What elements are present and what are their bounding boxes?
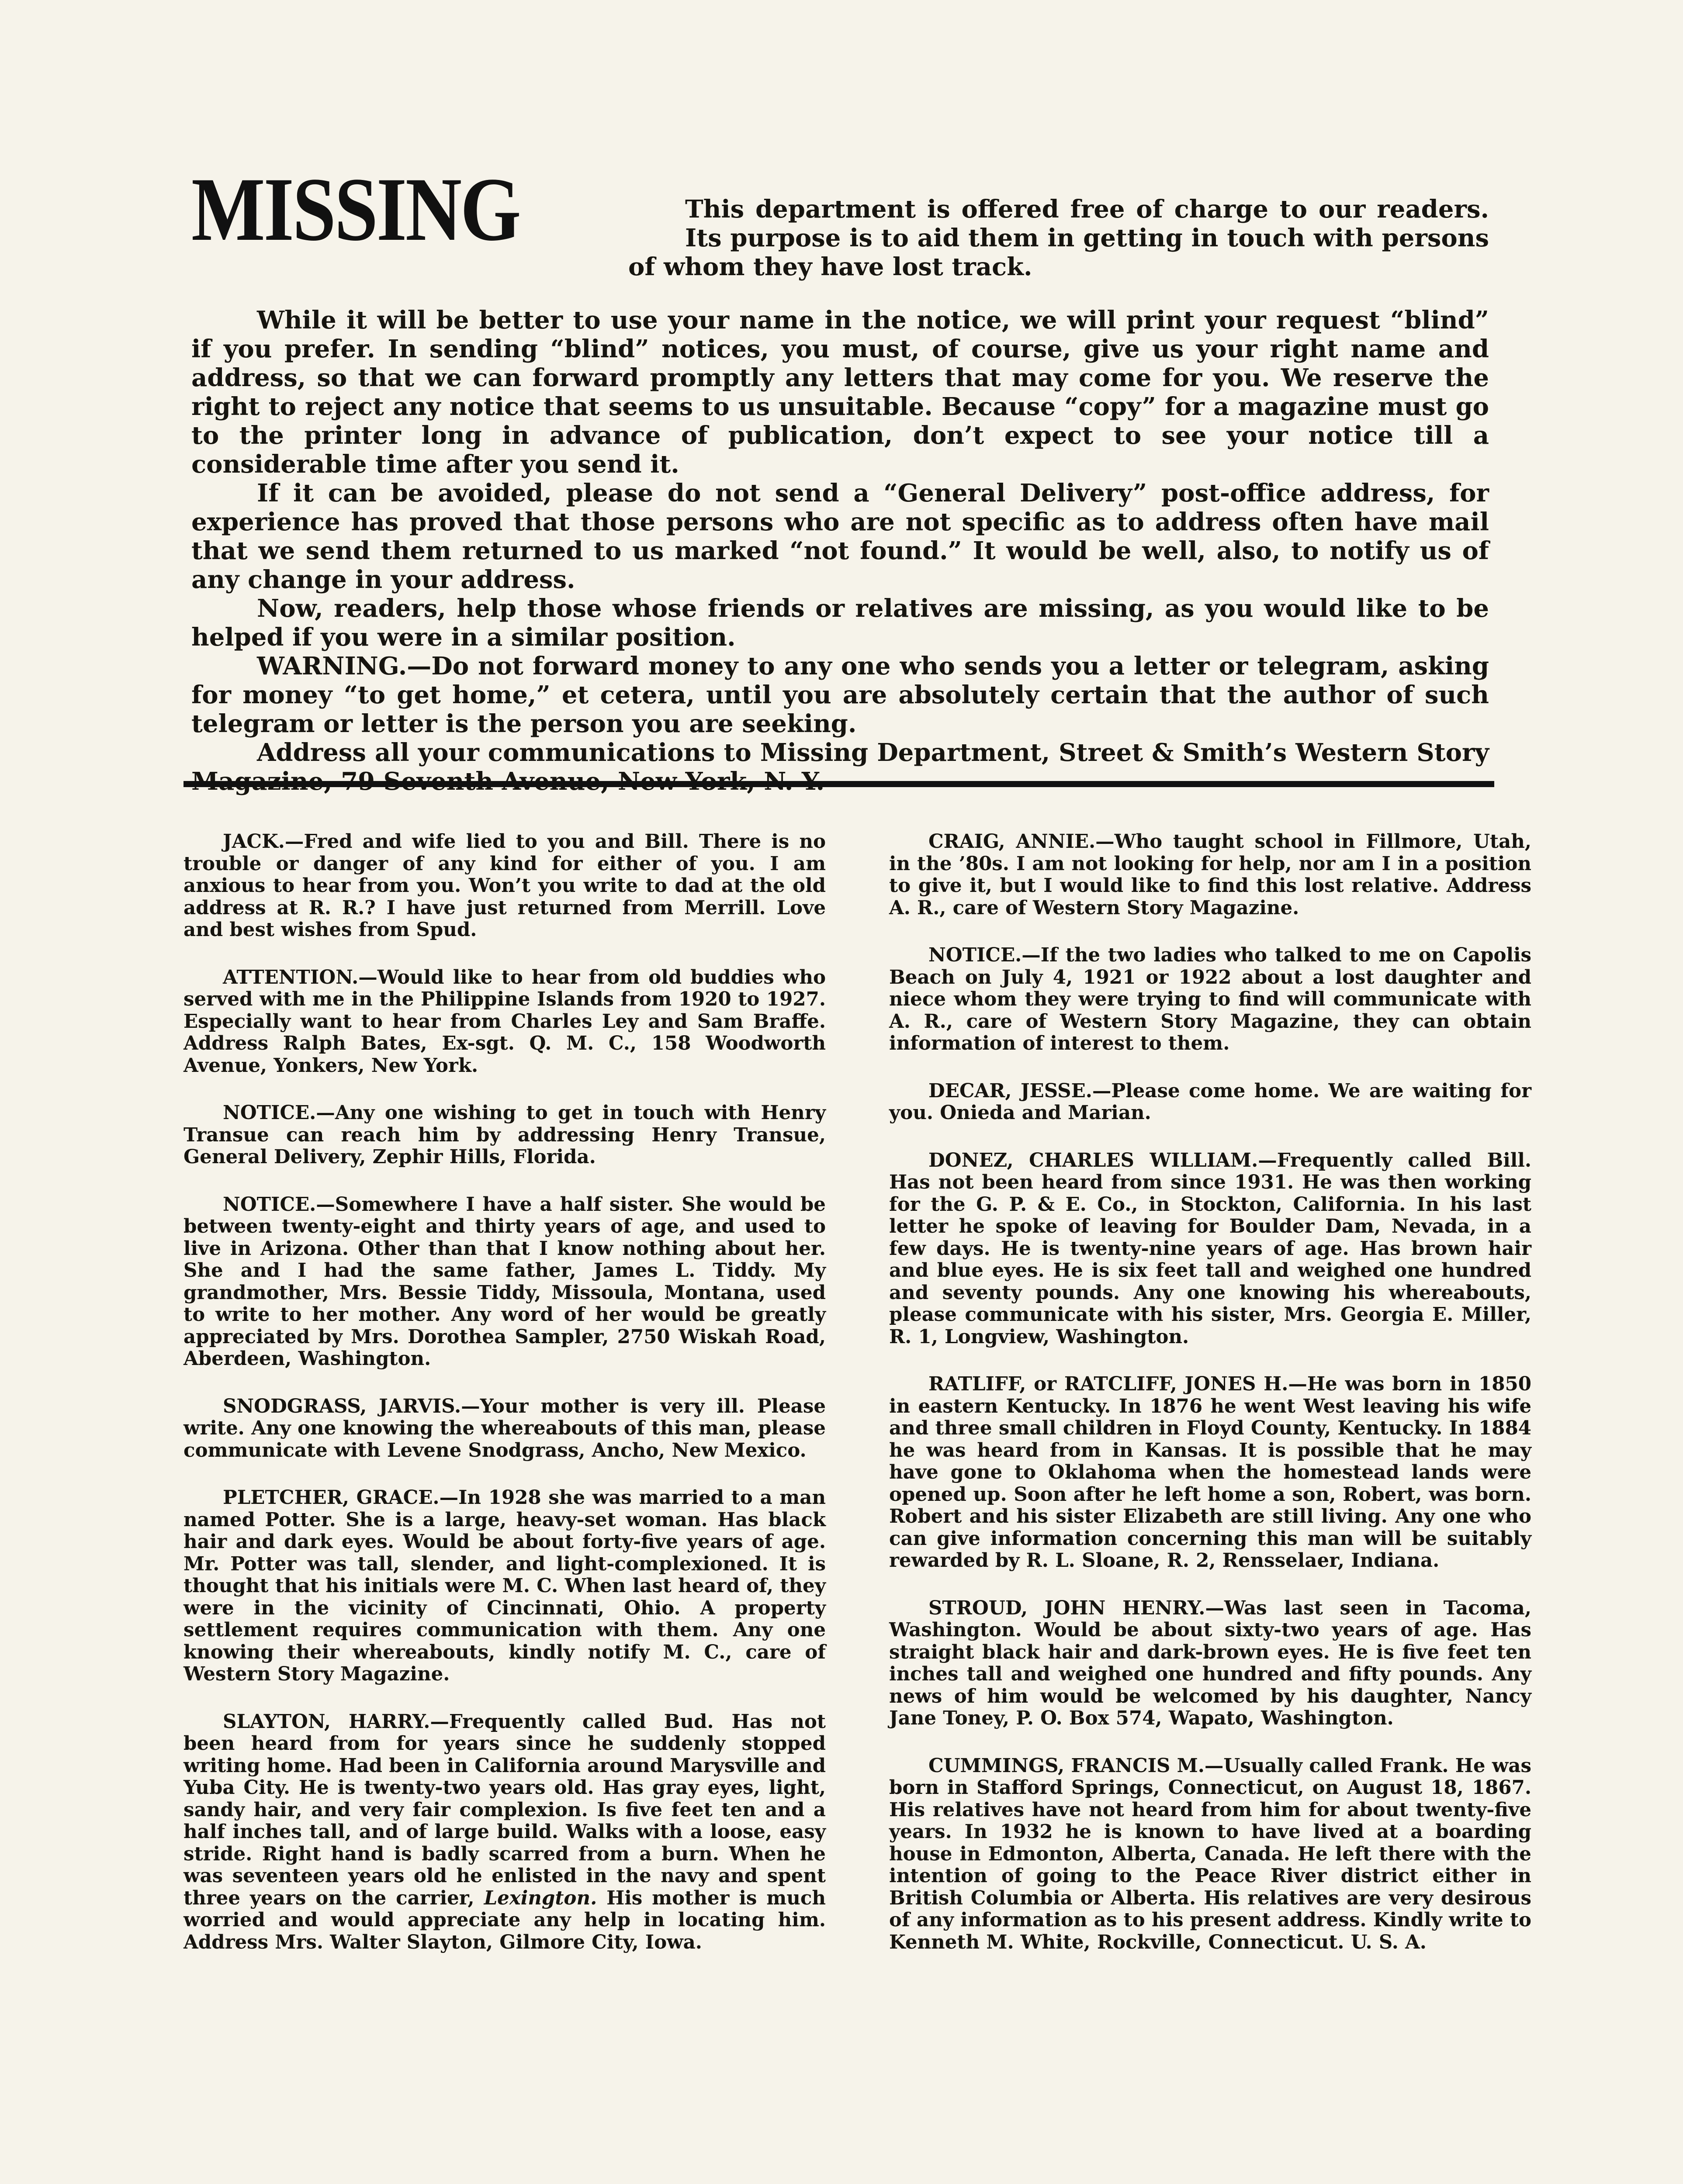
notice-entry: DONEZ, CHARLES WILLIAM.—Frequently called Bill. Has not been heard from since 1931. He was then working for the G. P. & E. Co., in Stockton, California. In his last letter he spoke of leaving for Boulder Dam, Nevada, in a few days. He is twenty-nine years of age. Has brown hair and blue eyes. He is six feet tall and weighed one hundred and seventy pounds. Any one knowing his whereabouts, please communicate with his sister, Mrs. Georgia E. Miller, R. 1, Longview, Washington.: [889, 1149, 1531, 1348]
intro-paragraph: If it can be avoided, please do not send a “General Delivery” post-office address, for experience has proved that those persons who are not specific as to address often have mail that we send them returned to us marked “not found.” It would be well, also, to notify us of any change in your address.: [191, 479, 1489, 594]
divider-rule: [184, 781, 1494, 787]
notice-entry: NOTICE.—If the two ladies who talked to me on Capolis Beach on July 4, 1921 or 1922 about a lost daughter and niece whom they were trying to find will communicate with A. R., care of Western Story Magazine, they can obtain information of interest to them.: [889, 944, 1531, 1054]
intro-paragraph: Now, readers, help those whose friends or relatives are missing, as you would like to be helped if you were in a similar position.: [191, 594, 1489, 652]
notice-entry: SNODGRASS, JARVIS.—Your mother is very ill. Please write. Any one knowing the whereabouts of this man, please communicate with Levene Snodgrass, Ancho, New Mexico.: [184, 1395, 826, 1462]
left-column: [184, 831, 826, 1979]
missing-header: [191, 159, 1489, 796]
notice-entry: DECAR, JESSE.—Please come home. We are waiting for you. Onieda and Marian.: [889, 1079, 1531, 1124]
notice-entry: PLETCHER, GRACE.—In 1928 she was married to a man named Potter. She is a large, heavy-set woman. Has black hair and dark eyes. Would be about forty-five years of age. Mr. Potter was tall, slender, and light-complexioned. It is thought that his initials were M. C. When last heard of, they were in the vicinity of Cincinnati, Ohio. A property settlement requires communication with them. Any one knowing their whereabouts, kindly notify M. C., care of Western Story Magazine.: [184, 1486, 826, 1685]
warning-paragraph: WARNING.—Do not forward money to any one who sends you a letter or telegram, asking for money “to get home,” et cetera, until you are absolutely certain that the author of such telegram or letter is the person you are seeking.: [191, 652, 1489, 738]
right-column: [889, 831, 1531, 1979]
notice-entry: ATTENTION.—Would like to hear from old buddies who served with me in the Philippine Islands from 1920 to 1927. Especially want to hear from Charles Ley and Sam Braffe. Address Ralph Bates, Ex-sgt. Q. M. C., 158 Woodworth Avenue, Yonkers, New York.: [184, 966, 826, 1077]
intro-paragraph: This department is offered free of charge to our readers. Its purpose is to aid them in getting in touch with persons of whom they have lost track.: [628, 195, 1489, 281]
notice-entry: STROUD, JOHN HENRY.—Was last seen in Tacoma, Washington. Would be about sixty-two years of age. Has straight black hair and dark-brown eyes. He is five feet ten inches tall and weighed one hundred and fifty pounds. Any news of him would be welcomed by his daughter, Nancy Jane Toney, P. O. Box 574, Wapato, Washington.: [889, 1597, 1531, 1729]
notice-entry: NOTICE.—Any one wishing to get in touch with Henry Transue can reach him by addressing Henry Transue, General Delivery, Zephir Hills, Florida.: [184, 1102, 826, 1168]
notice-text: His mother is much worried and would appreciate any help in locating him. Address Mrs. Walter Slayton, Gilmore City, Iowa.: [184, 1887, 826, 1953]
intro-paragraph: While it will be better to use your name in the notice, we will print your request “blind” if you prefer. In sending “blind” notices, you must, of course, give us your right name and address, so that we can forward promptly any letters that may come for you. We reserve the right to reject any notice that seems to us unsuitable. Because “copy” for a magazine must go to the printer long in advance of publication, don’t expect to see your notice till a considerable time after you send it.: [191, 306, 1489, 479]
ship-name: Lexington.: [484, 1887, 597, 1909]
notice-entry: RATLIFF, or RATCLIFF, JONES H.—He was born in 1850 in eastern Kentucky. In 1876 he went West leaving his wife and three small children in Floyd County, Kentucky. In 1884 he was heard from in Kansas. It is possible that he may have gone to Oklahoma when the homestead lands were opened up. Soon after he left home a son, Robert, was born. Robert and his sister Elizabeth are still living. Any one who can give information concerning this man will be suitably rewarded by R. L. Sloane, R. 2, Rensselaer, Indiana.: [889, 1373, 1531, 1572]
page-title: MISSING: [191, 159, 520, 259]
notice-entry: JACK.—Fred and wife lied to you and Bill. There is no trouble or danger of any kind for either of you. I am anxious to hear from you. Won’t you write to dad at the old address at R. R.? I have just returned from Merrill. Love and best wishes from Spud.: [184, 830, 826, 941]
notice-text: SLAYTON, HARRY.—Frequently called Bud. Has not been heard from for years since he suddenly stopped writing home. Had been in California around Marysville and Yuba City. He is twenty-two years old. Has gray eyes, light, sandy hair, and very fair complexion. Is five feet ten and a half inches tall, and of large build. Walks with a loose, easy stride. Right hand is badly scarred from a burn. When he was seventeen years old he enlisted in the navy and spent three years on the carrier,: [184, 1710, 826, 1909]
notice-entry: CUMMINGS, FRANCIS M.—Usually called Frank. He was born in Stafford Springs, Connecticut, on August 18, 1867. His relatives have not heard from him for about twenty-five years. In 1932 he is known to have lived at a boarding house in Edmonton, Alberta, Canada. He left there with the intention of going to the Peace River district either in British Columbia or Alberta. His relatives are very desirous of any information as to his present address. Kindly write to Kenneth M. White, Rockville, Connecticut. U. S. A.: [889, 1754, 1531, 1953]
notice-entry: NOTICE.—Somewhere I have a half sister. She would be between twenty-eight and thirty years of age, and used to live in Arizona. Other than that I know nothing about her. She and I had the same father, James L. Tiddy. My grandmother, Mrs. Bessie Tiddy, Missoula, Montana, used to write to her mother. Any word of her would be greatly appreciated by Mrs. Dorothea Sampler, 2750 Wiskah Road, Aberdeen, Washington.: [184, 1193, 826, 1370]
address-paragraph: Address all your communications to Missing Department, Street & Smith’s Western Story: [257, 738, 1489, 767]
notice-entry: [184, 1711, 826, 1954]
notice-entry: CRAIG, ANNIE.—Who taught school in Fillmore, Utah, in the ’80s. I am not looking for help, nor am I in a position to give it, but I would like to find this lost relative. Address A. R., care of Western Story Magazine.: [889, 830, 1531, 919]
